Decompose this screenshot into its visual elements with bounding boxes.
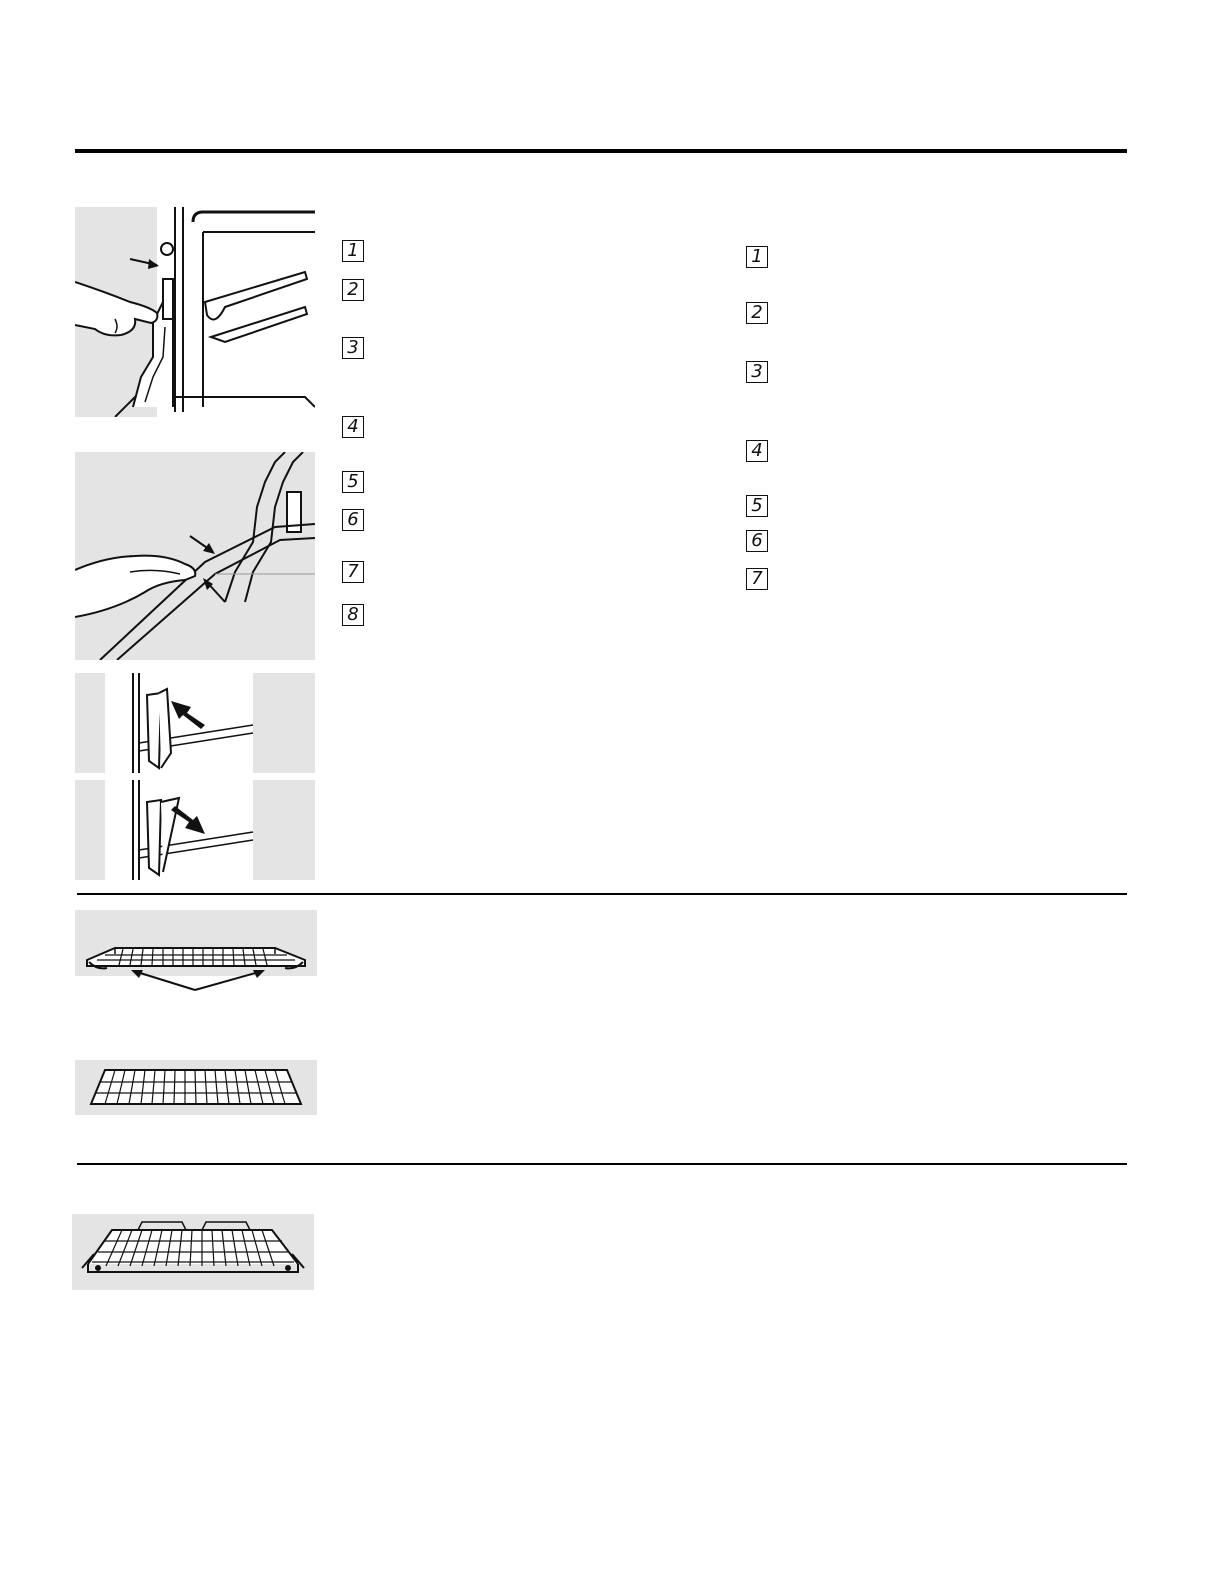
remove-step-7: 7 xyxy=(342,561,364,583)
oven-rack-stops-illustration xyxy=(75,910,317,1000)
door-lift-illustration xyxy=(75,452,315,660)
replace-step-4: 4 xyxy=(746,440,768,462)
replace-step-1: 1 xyxy=(746,246,768,268)
remove-step-4: 4 xyxy=(342,416,364,438)
section-rule-2 xyxy=(77,1163,1127,1165)
remove-step-1: 1 xyxy=(342,240,364,262)
replace-step-7: 7 xyxy=(746,568,768,590)
header-rule xyxy=(75,149,1127,153)
remove-step-6: 6 xyxy=(342,509,364,531)
section-rule-1 xyxy=(77,893,1127,895)
remove-step-5: 5 xyxy=(342,471,364,493)
replace-step-2: 2 xyxy=(746,302,768,324)
remove-step-2: 2 xyxy=(342,279,364,301)
replace-step-3: 3 xyxy=(746,361,768,383)
replace-step-5: 5 xyxy=(746,495,768,517)
remove-step-3: 3 xyxy=(342,337,364,359)
hinge-lock-closed-illustration xyxy=(75,673,315,773)
hinge-lock-open-illustration xyxy=(75,780,315,880)
flat-oven-rack-illustration xyxy=(75,1060,317,1115)
door-hinge-lock-illustration xyxy=(75,207,315,417)
remove-step-8: 8 xyxy=(342,604,364,626)
roller-oven-rack-illustration xyxy=(72,1214,314,1290)
replace-step-6: 6 xyxy=(746,530,768,552)
